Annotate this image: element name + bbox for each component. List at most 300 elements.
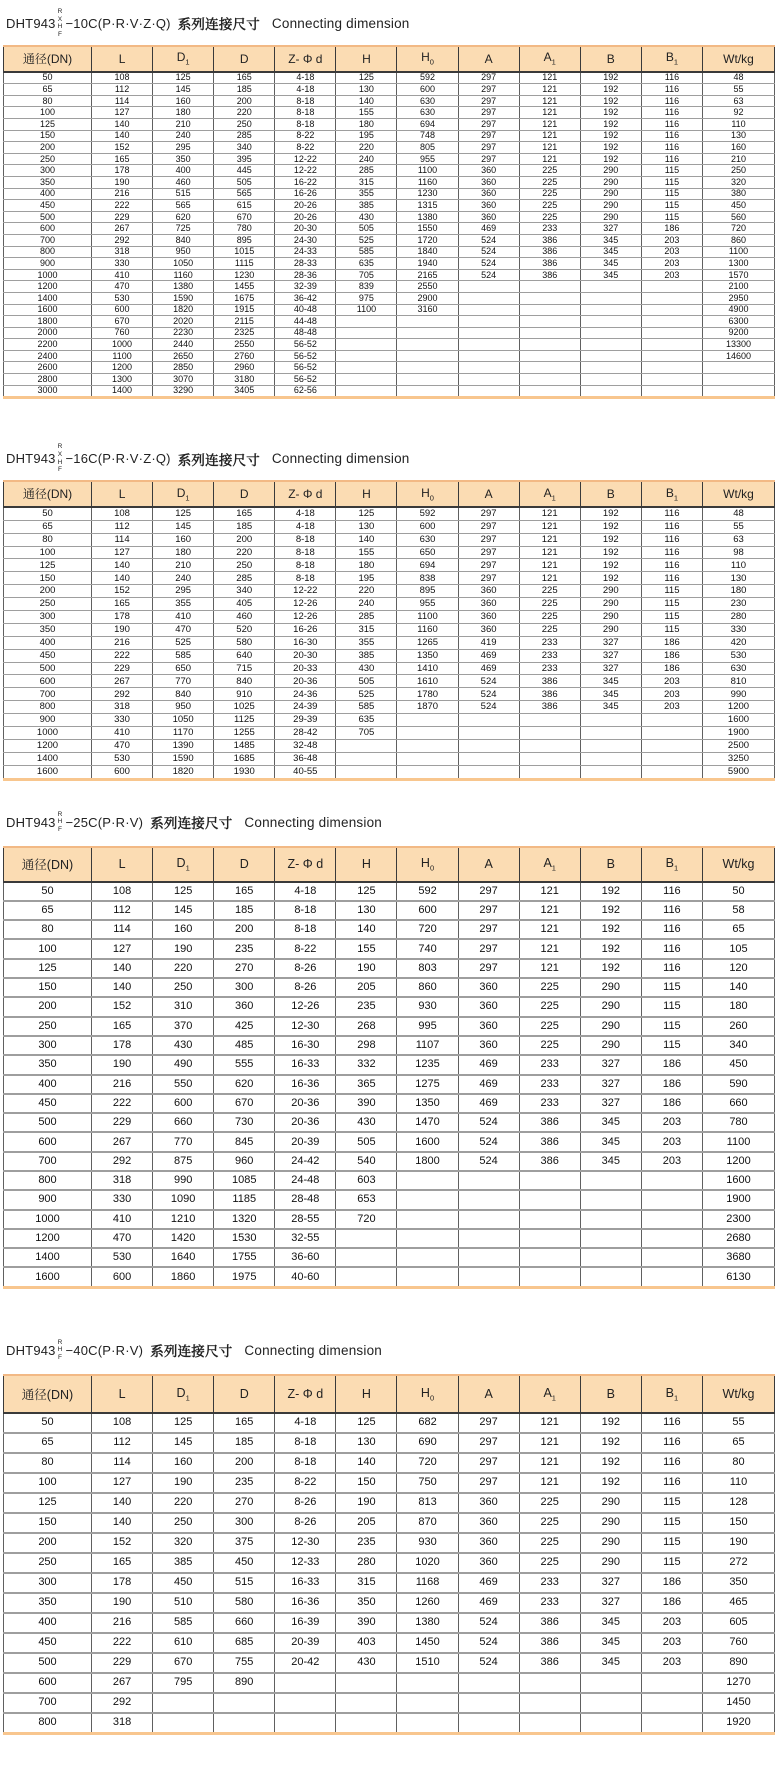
variant-letter: H	[57, 458, 63, 466]
cell-b1: 203	[641, 246, 702, 258]
pressure-class: −16C(P·R·V·Z·Q)	[65, 451, 171, 467]
cell-a1: 225	[519, 211, 580, 223]
cell-a1: 386	[519, 234, 580, 246]
cell-b1: 203	[641, 701, 702, 714]
cell-b: 290	[580, 997, 641, 1016]
cell-b: 327	[580, 1075, 641, 1094]
cell-h0: 1800	[397, 1152, 458, 1171]
cell-z-phi-d: 36-60	[275, 1248, 336, 1267]
cell-l: 165	[92, 153, 153, 165]
cell-l: 152	[92, 585, 153, 598]
cell-b	[580, 714, 641, 727]
cell-b: 192	[580, 546, 641, 559]
cell-b1: 115	[641, 598, 702, 611]
cell-h0: 720	[397, 1453, 458, 1473]
table-row-dn-800	[4, 1171, 775, 1190]
cell-l: 229	[92, 211, 153, 223]
cell-dn: 350	[4, 1055, 92, 1074]
cell-d: 250	[214, 559, 275, 572]
table-row-dn-1200	[4, 1229, 775, 1248]
variant-letter: R	[57, 1338, 63, 1346]
cell-b1: 116	[641, 533, 702, 546]
cell-d1: 125	[153, 72, 214, 84]
cell-a1	[519, 1210, 580, 1229]
cell-h: 705	[336, 269, 397, 281]
cell-h0: 1720	[397, 234, 458, 246]
cell-h: 180	[336, 119, 397, 131]
cell-h0	[397, 374, 458, 386]
table-row-dn-1600	[4, 304, 775, 316]
cell-a: 524	[458, 1613, 519, 1633]
cell-l: 229	[92, 662, 153, 675]
cell-h: 190	[336, 1493, 397, 1513]
cell-l: 267	[92, 1132, 153, 1151]
cell-wt-kg: 250	[703, 165, 775, 177]
cell-a: 524	[458, 1132, 519, 1151]
cell-l: 165	[92, 1553, 153, 1573]
cell-z-phi-d: 24-42	[275, 1152, 336, 1171]
cell-a1: 121	[519, 939, 580, 958]
cell-a1: 225	[519, 997, 580, 1016]
title-english: Connecting dimension	[271, 15, 410, 31]
cell-z-phi-d: 8-22	[275, 142, 336, 154]
table-header	[4, 46, 775, 72]
cell-a: 360	[458, 200, 519, 212]
cell-b1: 115	[641, 176, 702, 188]
cell-l: 216	[92, 1613, 153, 1633]
table-row-dn-250	[4, 1553, 775, 1573]
cell-b1: 116	[641, 546, 702, 559]
cell-z-phi-d: 16-30	[275, 1036, 336, 1055]
header-cell-wt-kg: Wt/kg	[703, 46, 775, 72]
cell-b1: 203	[641, 1653, 702, 1673]
header-cell-b: B	[580, 847, 641, 882]
cell-b1: 115	[641, 1036, 702, 1055]
cell-d1: 770	[153, 1132, 214, 1151]
cell-l: 229	[92, 1653, 153, 1673]
cell-dn: 500	[4, 1653, 92, 1673]
cell-b: 345	[580, 246, 641, 258]
cell-h	[336, 1693, 397, 1713]
cell-h: 190	[336, 959, 397, 978]
cell-dn: 700	[4, 1152, 92, 1171]
cell-d: 3180	[214, 374, 275, 386]
table-title	[6, 811, 778, 834]
cell-h: 235	[336, 997, 397, 1016]
cell-d: 2960	[214, 362, 275, 374]
cell-d: 340	[214, 142, 275, 154]
cell-d1: 585	[153, 649, 214, 662]
cell-l: 178	[92, 1573, 153, 1593]
cell-l: 222	[92, 1094, 153, 1113]
cell-l: 127	[92, 939, 153, 958]
cell-a: 297	[458, 119, 519, 131]
cell-h: 315	[336, 1573, 397, 1593]
cell-h: 155	[336, 546, 397, 559]
cell-a1: 225	[519, 598, 580, 611]
cell-z-phi-d: 20-26	[275, 200, 336, 212]
cell-d1: 125	[153, 882, 214, 901]
cell-b	[580, 1248, 641, 1267]
cell-h: 705	[336, 727, 397, 740]
cell-wt-kg: 1900	[703, 1190, 775, 1209]
cell-h0: 1940	[397, 258, 458, 270]
cell-d1: 670	[153, 1653, 214, 1673]
cell-a1: 225	[519, 200, 580, 212]
cell-dn: 500	[4, 1113, 92, 1132]
dimension-table-40c	[3, 1374, 775, 1735]
cell-h0: 1107	[397, 1036, 458, 1055]
cell-b	[580, 1713, 641, 1734]
cell-d: 220	[214, 546, 275, 559]
cell-h0	[397, 350, 458, 362]
cell-dn: 1400	[4, 1248, 92, 1267]
table-row-dn-125	[4, 959, 775, 978]
cell-b: 192	[580, 1453, 641, 1473]
cell-h: 315	[336, 176, 397, 188]
cell-l: 140	[92, 559, 153, 572]
cell-h	[336, 1673, 397, 1693]
cell-d1: 770	[153, 675, 214, 688]
table-title	[6, 443, 778, 474]
cell-h0: 1600	[397, 1132, 458, 1151]
cell-z-phi-d: 16-26	[275, 623, 336, 636]
cell-wt-kg: 230	[703, 598, 775, 611]
cell-z-phi-d: 12-26	[275, 611, 336, 624]
table-row-dn-600	[4, 1673, 775, 1693]
cell-dn: 400	[4, 1613, 92, 1633]
cell-wt-kg: 760	[703, 1633, 775, 1653]
cell-l: 222	[92, 200, 153, 212]
table-row-dn-100	[4, 546, 775, 559]
cell-d1: 125	[153, 1413, 214, 1433]
cell-z-phi-d: 16-26	[275, 188, 336, 200]
cell-d1: 310	[153, 997, 214, 1016]
cell-b1: 116	[641, 142, 702, 154]
cell-h: 385	[336, 649, 397, 662]
cell-dn: 800	[4, 1171, 92, 1190]
cell-b: 290	[580, 1017, 641, 1036]
cell-wt-kg: 55	[703, 1413, 775, 1433]
cell-z-phi-d: 62-56	[275, 385, 336, 398]
cell-h: 235	[336, 1533, 397, 1553]
cell-a1: 386	[519, 675, 580, 688]
cell-z-phi-d: 12-22	[275, 165, 336, 177]
cell-d: 2325	[214, 327, 275, 339]
cell-dn: 400	[4, 636, 92, 649]
cell-b1: 115	[641, 611, 702, 624]
cell-a: 360	[458, 188, 519, 200]
cell-h: 140	[336, 920, 397, 939]
cell-d1: 180	[153, 546, 214, 559]
cell-d1: 2650	[153, 350, 214, 362]
header-cell-z-phi-d: Z- Φ d	[275, 481, 336, 507]
cell-h	[336, 739, 397, 752]
cell-a1	[519, 1713, 580, 1734]
cell-d1: 450	[153, 1573, 214, 1593]
cell-b: 345	[580, 234, 641, 246]
cell-a1: 121	[519, 95, 580, 107]
cell-h0	[397, 1673, 458, 1693]
cell-b1: 115	[641, 188, 702, 200]
cell-h: 268	[336, 1017, 397, 1036]
cell-a1: 121	[519, 142, 580, 154]
cell-d: 1015	[214, 246, 275, 258]
cell-h0: 1275	[397, 1075, 458, 1094]
cell-d: 1230	[214, 269, 275, 281]
cell-z-phi-d: 40-55	[275, 765, 336, 779]
cell-b1	[641, 1693, 702, 1713]
cell-b: 192	[580, 959, 641, 978]
cell-l: 292	[92, 688, 153, 701]
cell-d1: 1170	[153, 727, 214, 740]
cell-dn: 2200	[4, 339, 92, 351]
cell-wt-kg: 720	[703, 223, 775, 235]
cell-d1: 190	[153, 939, 214, 958]
cell-dn: 250	[4, 1017, 92, 1036]
cell-dn: 350	[4, 1593, 92, 1613]
cell-d1: 2020	[153, 316, 214, 328]
cell-d: 520	[214, 623, 275, 636]
cell-z-phi-d: 29-39	[275, 714, 336, 727]
cell-b1: 116	[641, 572, 702, 585]
cell-h0: 1260	[397, 1593, 458, 1613]
cell-b1: 116	[641, 901, 702, 920]
table-row-dn-400	[4, 1613, 775, 1633]
header-cell-d: D	[214, 1375, 275, 1413]
title-english: Connecting dimension	[244, 1342, 382, 1358]
table-row-dn-800	[4, 1713, 775, 1734]
table-row-dn-2600	[4, 362, 775, 374]
cell-a1: 386	[519, 1633, 580, 1653]
cell-d1: 3070	[153, 374, 214, 386]
cell-b1: 116	[641, 1453, 702, 1473]
cell-a: 360	[458, 598, 519, 611]
cell-wt-kg: 4900	[703, 304, 775, 316]
cell-dn: 700	[4, 1693, 92, 1713]
cell-l: 152	[92, 1533, 153, 1553]
header-cell-z-phi-d: Z- Φ d	[275, 46, 336, 72]
cell-b1	[641, 327, 702, 339]
header-cell-a: A	[458, 847, 519, 882]
cell-b: 290	[580, 165, 641, 177]
cell-d: 960	[214, 1152, 275, 1171]
cell-h0: 955	[397, 598, 458, 611]
cell-h0	[397, 1171, 458, 1190]
cell-wt-kg: 1450	[703, 1693, 775, 1713]
cell-l: 190	[92, 1055, 153, 1074]
cell-d1: 2440	[153, 339, 214, 351]
header-cell-b1: $B_1$	[641, 847, 702, 882]
cell-h: 603	[336, 1171, 397, 1190]
cell-h0: 813	[397, 1493, 458, 1513]
cell-d1: 1390	[153, 739, 214, 752]
cell-a1	[519, 714, 580, 727]
cell-a1: 121	[519, 119, 580, 131]
cell-d1: 240	[153, 130, 214, 142]
cell-dn: 1000	[4, 269, 92, 281]
cell-d: 445	[214, 165, 275, 177]
cell-h0: 1160	[397, 176, 458, 188]
cell-d1: 250	[153, 1513, 214, 1533]
cell-a1: 386	[519, 258, 580, 270]
cell-a: 360	[458, 165, 519, 177]
cell-h0: 1350	[397, 649, 458, 662]
variant-letter: H	[57, 1346, 63, 1354]
cell-h: 430	[336, 1113, 397, 1132]
table-row-dn-2000	[4, 327, 775, 339]
cell-b1	[641, 350, 702, 362]
cell-h: 635	[336, 714, 397, 727]
cell-l: 267	[92, 1673, 153, 1693]
table-row-dn-1000	[4, 727, 775, 740]
cell-d: 460	[214, 611, 275, 624]
cell-wt-kg: 6300	[703, 316, 775, 328]
cell-d1: 1420	[153, 1229, 214, 1248]
cell-wt-kg: 3680	[703, 1248, 775, 1267]
table-row-dn-800	[4, 246, 775, 258]
cell-a: 469	[458, 662, 519, 675]
header-cell-a1: $A_1$	[519, 46, 580, 72]
cell-dn: 1000	[4, 1210, 92, 1229]
cell-a1	[519, 339, 580, 351]
cell-b: 192	[580, 882, 641, 901]
cell-h	[336, 339, 397, 351]
cell-a1	[519, 316, 580, 328]
cell-l: 127	[92, 107, 153, 119]
cell-a1: 225	[519, 1513, 580, 1533]
cell-b1	[641, 1248, 702, 1267]
cell-h0: 600	[397, 520, 458, 533]
header-cell-h0: $H_0$	[397, 481, 458, 507]
cell-b	[580, 1267, 641, 1287]
cell-l: 140	[92, 1493, 153, 1513]
cell-h: 315	[336, 623, 397, 636]
cell-b	[580, 739, 641, 752]
cell-h0: 1840	[397, 246, 458, 258]
cell-b1: 203	[641, 269, 702, 281]
cell-b	[580, 327, 641, 339]
cell-z-phi-d: 32-39	[275, 281, 336, 293]
cell-a1: 386	[519, 1132, 580, 1151]
cell-h0: 1510	[397, 1653, 458, 1673]
cell-z-phi-d: 12-30	[275, 1533, 336, 1553]
cell-d: 220	[214, 107, 275, 119]
table-row-dn-900	[4, 258, 775, 270]
cell-dn: 200	[4, 1533, 92, 1553]
table-row-dn-800	[4, 701, 775, 714]
cell-h0: 995	[397, 1017, 458, 1036]
table-row-dn-1200	[4, 739, 775, 752]
cell-b: 192	[580, 95, 641, 107]
cell-a1: 386	[519, 1113, 580, 1132]
cell-b1: 116	[641, 107, 702, 119]
cell-wt-kg: 1570	[703, 269, 775, 281]
cell-b1: 116	[641, 920, 702, 939]
title-chinese: 系列连接尺寸	[177, 17, 260, 33]
table-row-dn-1400	[4, 1248, 775, 1267]
cell-dn: 80	[4, 533, 92, 546]
cell-a	[458, 362, 519, 374]
cell-a: 524	[458, 1113, 519, 1132]
cell-a1	[519, 1673, 580, 1693]
header-cell-dn: 通径(DN)	[4, 481, 92, 507]
table-row-dn-100	[4, 939, 775, 958]
cell-dn: 65	[4, 84, 92, 96]
cell-dn: 1600	[4, 304, 92, 316]
cell-h: 125	[336, 882, 397, 901]
table-row-dn-500	[4, 1113, 775, 1132]
cell-l: 190	[92, 623, 153, 636]
table-row-dn-65	[4, 901, 775, 920]
header-cell-l: L	[92, 481, 153, 507]
cell-z-phi-d: 48-48	[275, 327, 336, 339]
cell-d: 375	[214, 1533, 275, 1553]
header-cell-h0: $H_0$	[397, 847, 458, 882]
cell-d1: 1590	[153, 292, 214, 304]
cell-a	[458, 385, 519, 398]
cell-h	[336, 374, 397, 386]
cell-z-phi-d: 8-26	[275, 978, 336, 997]
table-row-dn-150	[4, 572, 775, 585]
table-row-dn-400	[4, 636, 775, 649]
header-cell-wt-kg: Wt/kg	[703, 1375, 775, 1413]
cell-wt-kg: 92	[703, 107, 775, 119]
cell-b: 327	[580, 223, 641, 235]
cell-h: 585	[336, 246, 397, 258]
cell-h0: 720	[397, 920, 458, 939]
header-cell-d1: $D_1$	[153, 46, 214, 72]
cell-h: 140	[336, 1453, 397, 1473]
cell-a1: 225	[519, 623, 580, 636]
cell-h0: 1450	[397, 1633, 458, 1653]
variant-letter: R	[57, 810, 63, 818]
variant-letter: F	[57, 466, 63, 474]
cell-a1: 121	[519, 1413, 580, 1433]
cell-a1: 225	[519, 176, 580, 188]
cell-d1: 400	[153, 165, 214, 177]
cell-z-phi-d: 44-48	[275, 316, 336, 328]
dimension-table-10c	[3, 45, 775, 400]
cell-z-phi-d: 16-33	[275, 1573, 336, 1593]
cell-b1: 116	[641, 939, 702, 958]
cell-a: 297	[458, 130, 519, 142]
header-cell-d1: $D_1$	[153, 1375, 214, 1413]
cell-h0: 1160	[397, 623, 458, 636]
table-row-dn-400	[4, 1075, 775, 1094]
cell-d: 270	[214, 959, 275, 978]
cell-a1: 121	[519, 572, 580, 585]
cell-a: 524	[458, 675, 519, 688]
cell-h0	[397, 765, 458, 779]
cell-b1	[641, 1267, 702, 1287]
cell-wt-kg: 65	[703, 1433, 775, 1453]
cell-b1: 115	[641, 1553, 702, 1573]
cell-l: 1000	[92, 339, 153, 351]
table-row-dn-50	[4, 72, 775, 84]
cell-l: 1100	[92, 350, 153, 362]
cell-a1: 121	[519, 153, 580, 165]
cell-a: 297	[458, 572, 519, 585]
cell-h: 298	[336, 1036, 397, 1055]
cell-z-phi-d: 8-26	[275, 1493, 336, 1513]
cell-z-phi-d: 8-26	[275, 1513, 336, 1533]
cell-dn: 350	[4, 623, 92, 636]
cell-h: 390	[336, 1613, 397, 1633]
cell-dn: 350	[4, 176, 92, 188]
cell-wt-kg: 130	[703, 572, 775, 585]
cell-b: 290	[580, 200, 641, 212]
